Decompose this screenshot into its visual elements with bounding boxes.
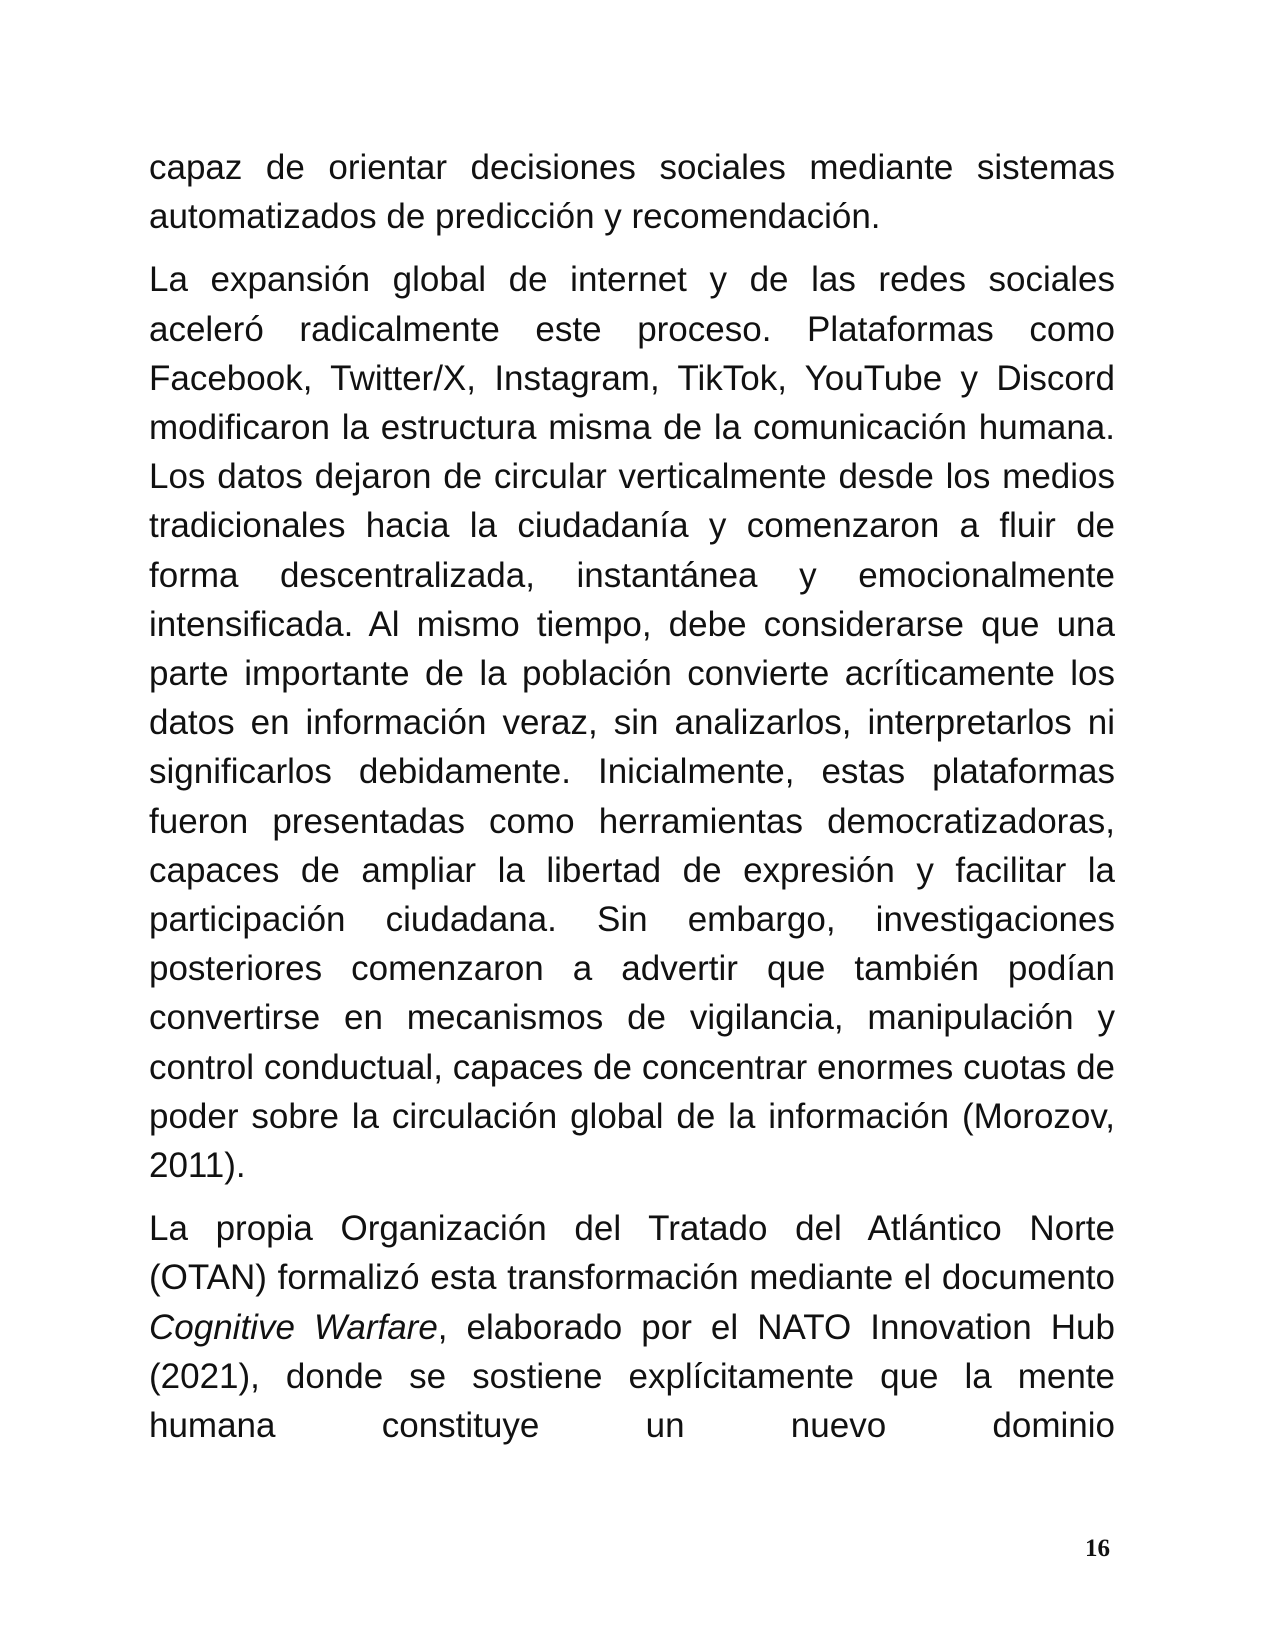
paragraph-1: capaz de orientar decisiones sociales mediante sistemas automatizados de predicción y recomendación. (149, 148, 1115, 237)
paragraph-3 (149, 1204, 1115, 1450)
italic-title-cognitive-warfare: Cognitive Warfare (149, 1307, 438, 1347)
paragraph-3-text-start: La propia Organización del Tratado del Atlántico Norte (OTAN) formalizó esta transformación mediante el documento (149, 1209, 1115, 1298)
body-text (149, 143, 1115, 1464)
page-number: 16 (1085, 1535, 1110, 1562)
paragraph-3-text-end: , elaborado por el NATO Innovation Hub (2021), donde se sostiene explícitamente que la mente humana constituye un nuevo dominio (149, 1307, 1115, 1446)
paragraph-2: La expansión global de internet y de las redes sociales aceleró radicalmente este proceso. Plataformas como Facebook, Twitter/X, Instagram, TikTok, YouTube y Discord modificaron la estructura misma de la comunicación humana. Los datos dejaron de circular verticalmente desde los medios tradicionales hacia la ciudadanía y comenzaron a fluir de forma descentralizada, instantánea y emocionalmente intensificada. Al mismo tiempo, debe considerarse que una parte importante de la población convierte acríticamente los datos en información veraz, sin analizarlos, interpretarlos ni significarlos debidamente. Inicialmente, estas plataformas fueron presentadas como herramientas democratizadoras, capaces de ampliar la libertad de expresión y facilitar la participación ciudadana. Sin embargo, investigaciones posteriores comenzaron a advertir que también podían convertirse en mecanismos de vigilancia, manipulación y control conductual, capaces de concentrar enormes cuotas de poder sobre la circulación global de la información (Morozov, 2011). (149, 260, 1115, 1186)
